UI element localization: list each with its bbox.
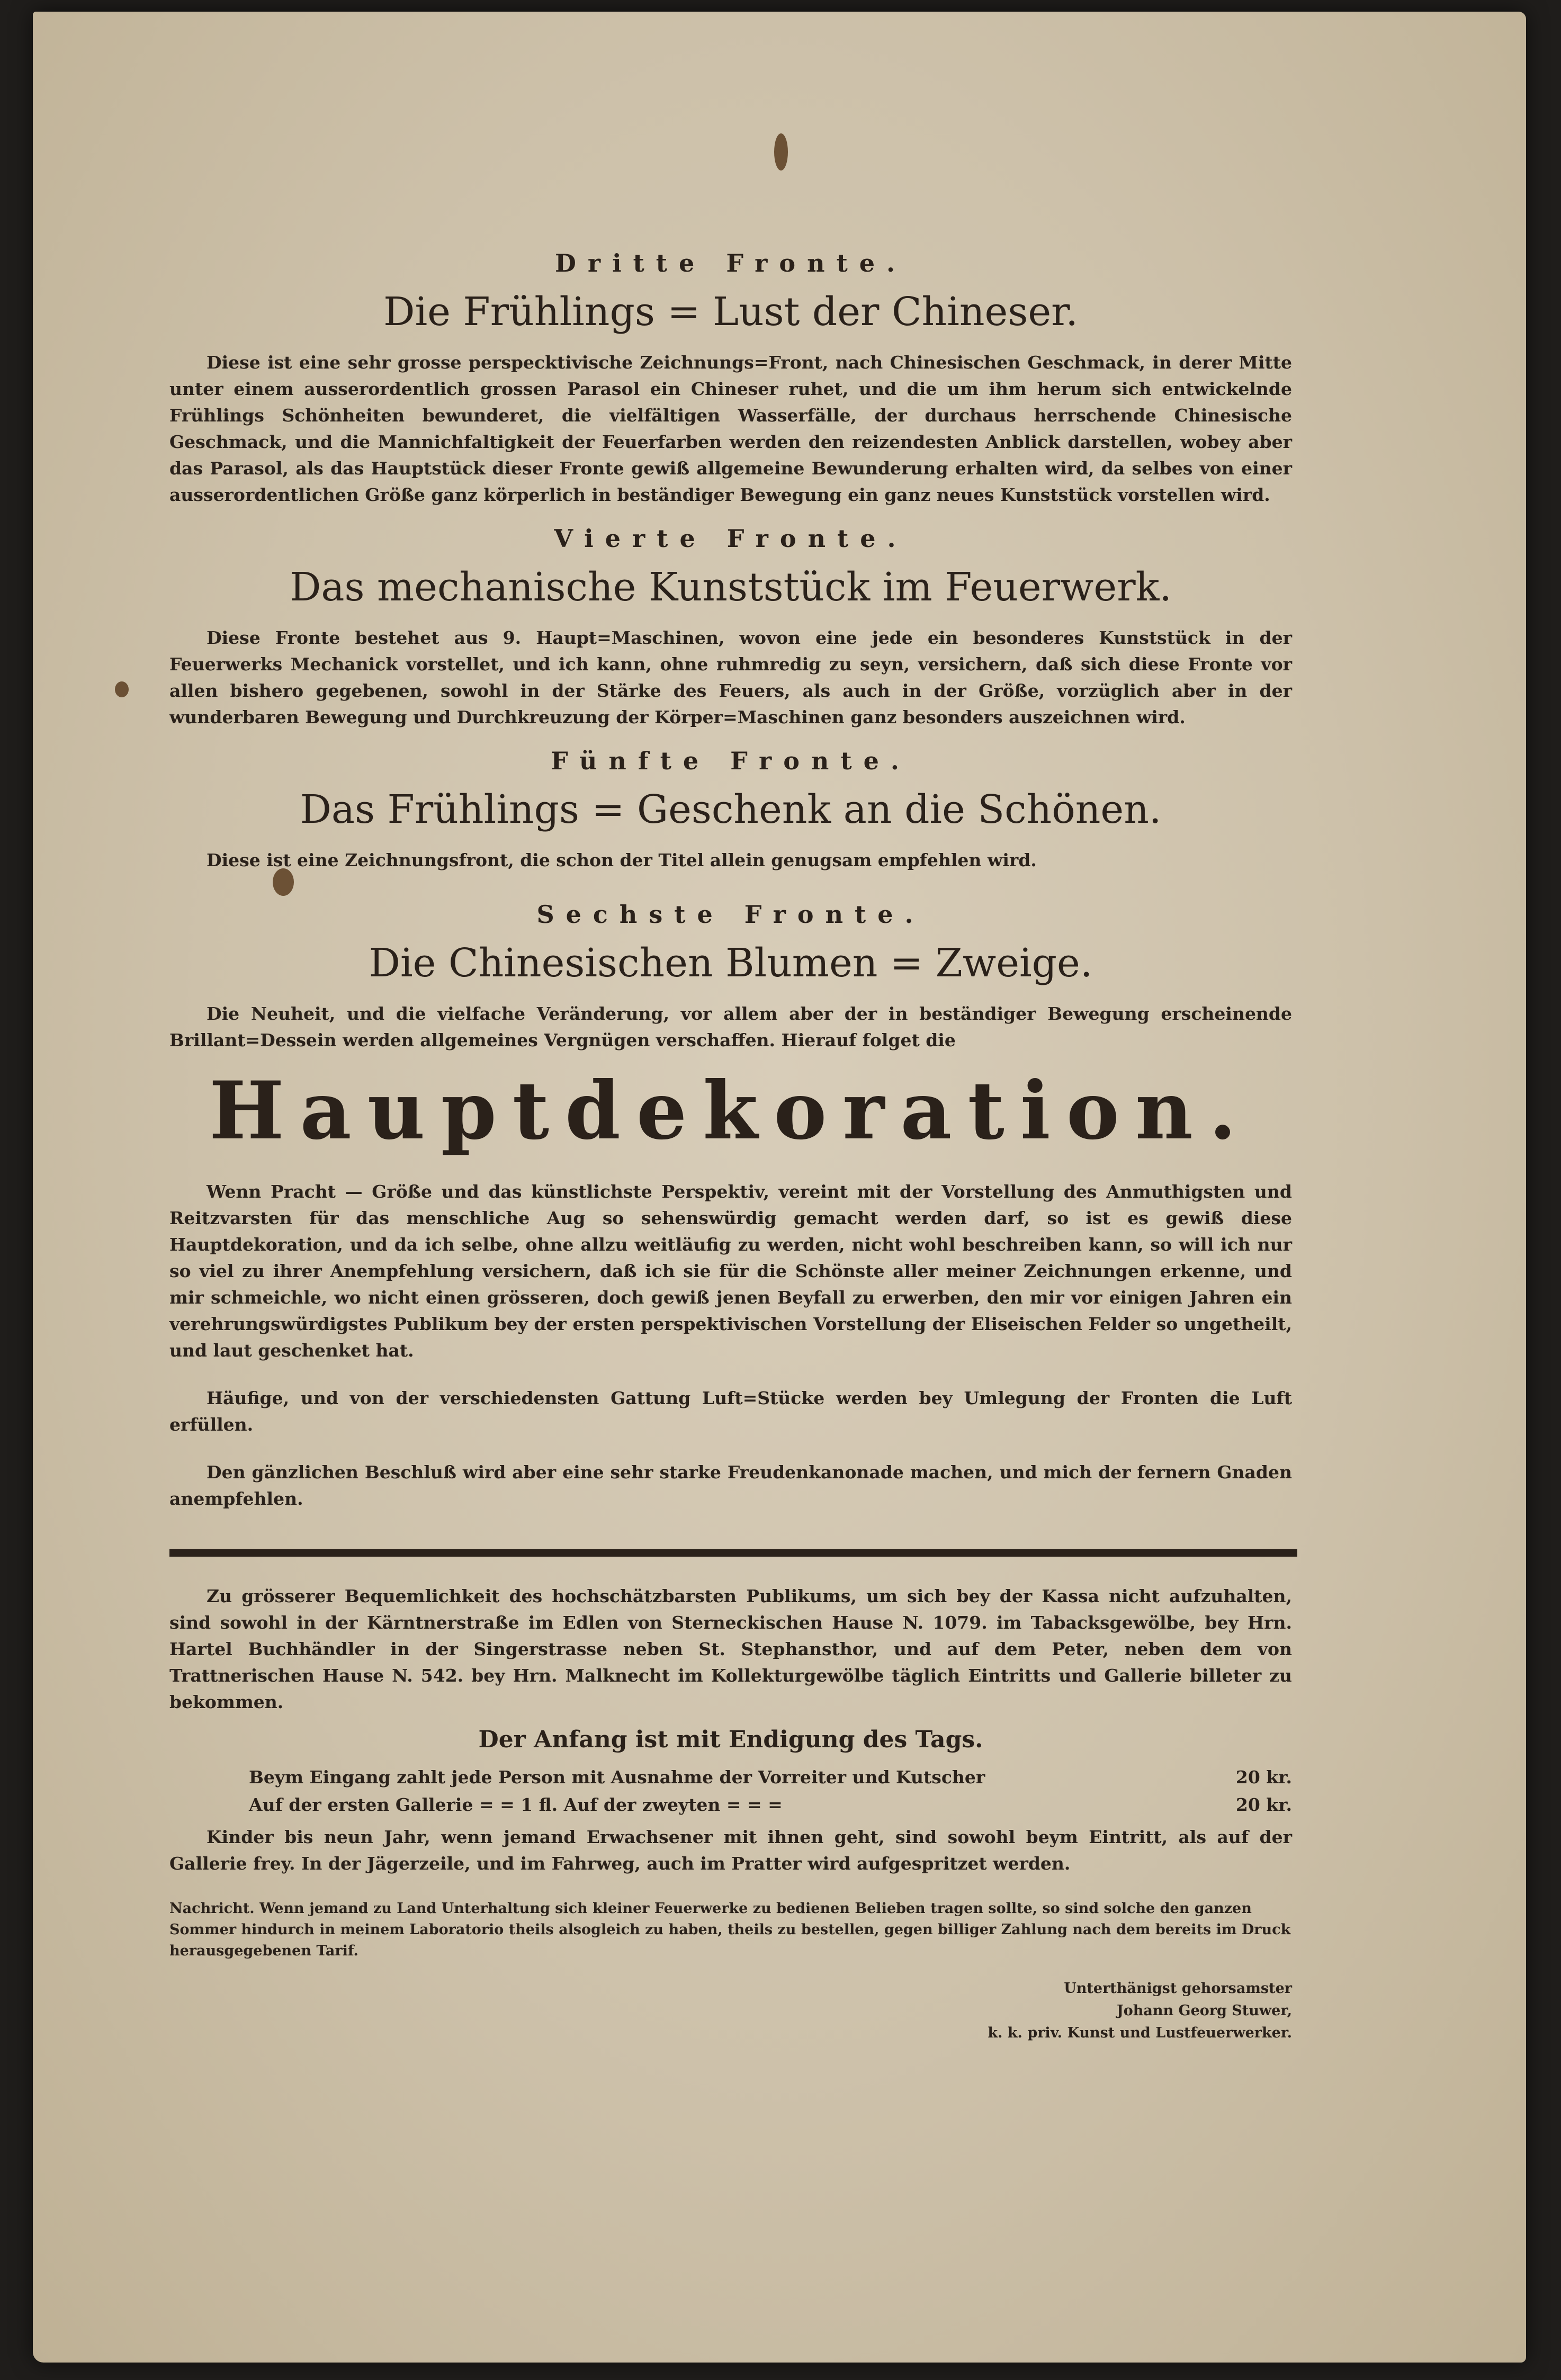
section-title: Die Chinesischen Blumen = Zweige. xyxy=(369,940,1093,986)
document-content xyxy=(169,249,1292,2044)
haupt-paragraph: Wenn Pracht — Größe und das künstlichste Perspektiv, vereint mit der Vorstellung des Anmuthigsten und Reitzvarsten für das menschliche Aug so sehenswürdig gemacht werden darf, so ist es gewiß diese Hauptdekoration, und da ich selbe, ohne allzu weitläufig zu werden, nicht wohl beschreiben kann, so will ich nur so viel zu ihrer Anempfehlung versichern, daß ich sie für die Schönste aller meiner Zeichnungen erkenne, und mir schmeichle, wo nicht einen grösseren, doch gewiß jenen Beyfall zu erwerben, den mir vor einigen Jahren ein verehrungswürdigstes Publikum bey der ersten perspektivischen Vorstellung der Eliseischen Felder so ungetheilt, und laut geschenket hat. xyxy=(169,1181,1292,1361)
price-value: 20 kr. xyxy=(1235,1794,1292,1815)
nachricht-note: Nachricht. Wenn jemand zu Land Unterhaltung sich kleiner Feuerwerke zu bedienen Belieben tragen sollte, so sind solche den ganzen Sommer hindurch in meinem Laboratorio theils alsogleich zu haben, theils zu bestellen, gegen billiger Zahlung nach dem bereits im Druck herausgegebenen Tarif. xyxy=(169,1900,1291,1959)
section-vierte xyxy=(169,524,1292,731)
section-heading: Vierte Fronte. xyxy=(554,524,908,553)
price-label: Auf der ersten Gallerie = = 1 fl. Auf der zweyten = = = xyxy=(249,1794,783,1815)
price-row xyxy=(249,1791,1292,1819)
start-time-line: Der Anfang ist mit Endigung des Tags. xyxy=(478,1726,983,1753)
ink-stain xyxy=(115,681,129,697)
section-fuenfte xyxy=(169,747,1292,874)
children-note: Kinder bis neun Jahr, wenn jemand Erwachsener mit ihnen geht, sind sowohl beym Eintritt, als auf der Gallerie frey. In der Jägerzeile, und im Fahrweg, auch im Pratter wird aufgespritzet werden. xyxy=(169,1827,1292,1874)
section-title: Das mechanische Kunststück im Feuerwerk. xyxy=(290,564,1172,610)
divider-rule xyxy=(169,1549,1297,1557)
haupt-paragraph: Den gänzlichen Beschluß wird aber eine sehr starke Freudenkanonade machen, und mich der fernern Gnaden anempfehlen. xyxy=(169,1462,1292,1509)
section-heading: Fünfte Fronte. xyxy=(551,747,911,775)
section-heading: Dritte Fronte. xyxy=(554,249,907,277)
signature-line: Johann Georg Stuwer, xyxy=(1116,2002,1292,2019)
main-decoration-title: Hauptdekoration. xyxy=(209,1064,1253,1157)
ink-stain xyxy=(774,133,788,170)
price-list xyxy=(169,1764,1292,1819)
section-sechste xyxy=(169,900,1292,1054)
section-title: Die Frühlings = Lust der Chineser. xyxy=(383,289,1078,335)
section-heading: Sechste Fronte. xyxy=(536,900,925,929)
signature-block xyxy=(169,1978,1292,2044)
price-value: 20 kr. xyxy=(1235,1767,1292,1788)
section-title: Das Frühlings = Geschenk an die Schönen. xyxy=(300,787,1162,832)
section-text: Die Neuheit, und die vielfache Veränderung, vor allem aber der in beständiger Bewegung erscheinende Brillant=Dessein werden allgemeines Vergnügen verschaffen. Hierauf folget die xyxy=(169,1003,1292,1050)
price-row xyxy=(249,1764,1292,1791)
section-dritte xyxy=(169,249,1292,508)
section-text: Diese Fronte bestehet aus 9. Haupt=Maschinen, wovon eine jede ein besonderes Kunststück in der Feuerwerks Mechanick vorstellet, und ich kann, ohne ruhmredig zu seyn, versichern, daß sich diese Fronte vor allen bishero gegebenen, sowohl in der Stärke des Feuers, als auch in der Größe, vorzüglich aber in der wunderbaren Bewegung und Durchkreuzung der Körper=Maschinen ganz besonders auszeichnen wird. xyxy=(169,627,1292,728)
signature-line: k. k. priv. Kunst und Lustfeuerwerker. xyxy=(988,2025,1292,2041)
section-text: Diese ist eine sehr grosse perspecktivische Zeichnungs=Front, nach Chinesischen Geschmack, in derer Mitte unter einem ausserordentlich grossen Parasol ein Chineser ruhet, und die um ihm herum sich entwickelnde Frühlings Schönheiten bewunderet, die vielfältigen Wasserfälle, der durchaus herrschende Chinesische Geschmack, und die Mannichfaltigkeit der Feuerfarben werden den reizendesten Anblick darstellen, wobey aber das Parasol, als das Hauptstück dieser Fronte gewiß allgemeine Bewunderung erhalten wird, da selbes von einer ausserordentlichen Größe ganz körperlich in beständiger Bewegung ein ganz neues Kunststück vorstellen wird. xyxy=(169,352,1292,505)
signature-line: Unterthänigst gehorsamster xyxy=(1064,1980,1292,1997)
haupt-paragraph: Häufige, und von der verschiedensten Gattung Luft=Stücke werden bey Umlegung der Fronten die Luft erfüllen. xyxy=(169,1388,1292,1435)
section-text: Diese ist eine Zeichnungsfront, die schon der Titel allein genugsam empfehlen wird. xyxy=(207,850,1037,870)
notice-text: Zu grösserer Bequemlichkeit des hochschätzbarsten Publikums, um sich bey der Kassa nicht aufzuhalten, sind sowohl in der Kärntnerstraße im Edlen von Sterneckischen Hause N. 1079. im Tabacksgewölbe, bey Hrn. Hartel Buchhändler in der Singerstrasse neben St. Stephansthor, und auf dem Peter, neben dem von Trattnerischen Hause N. 542. bey Hrn. Malknecht im Kollekturgewölbe täglich Eintritts und Gallerie billeter zu bekommen. xyxy=(169,1586,1292,1712)
price-label: Beym Eingang zahlt jede Person mit Ausnahme der Vorreiter und Kutscher xyxy=(249,1767,985,1788)
